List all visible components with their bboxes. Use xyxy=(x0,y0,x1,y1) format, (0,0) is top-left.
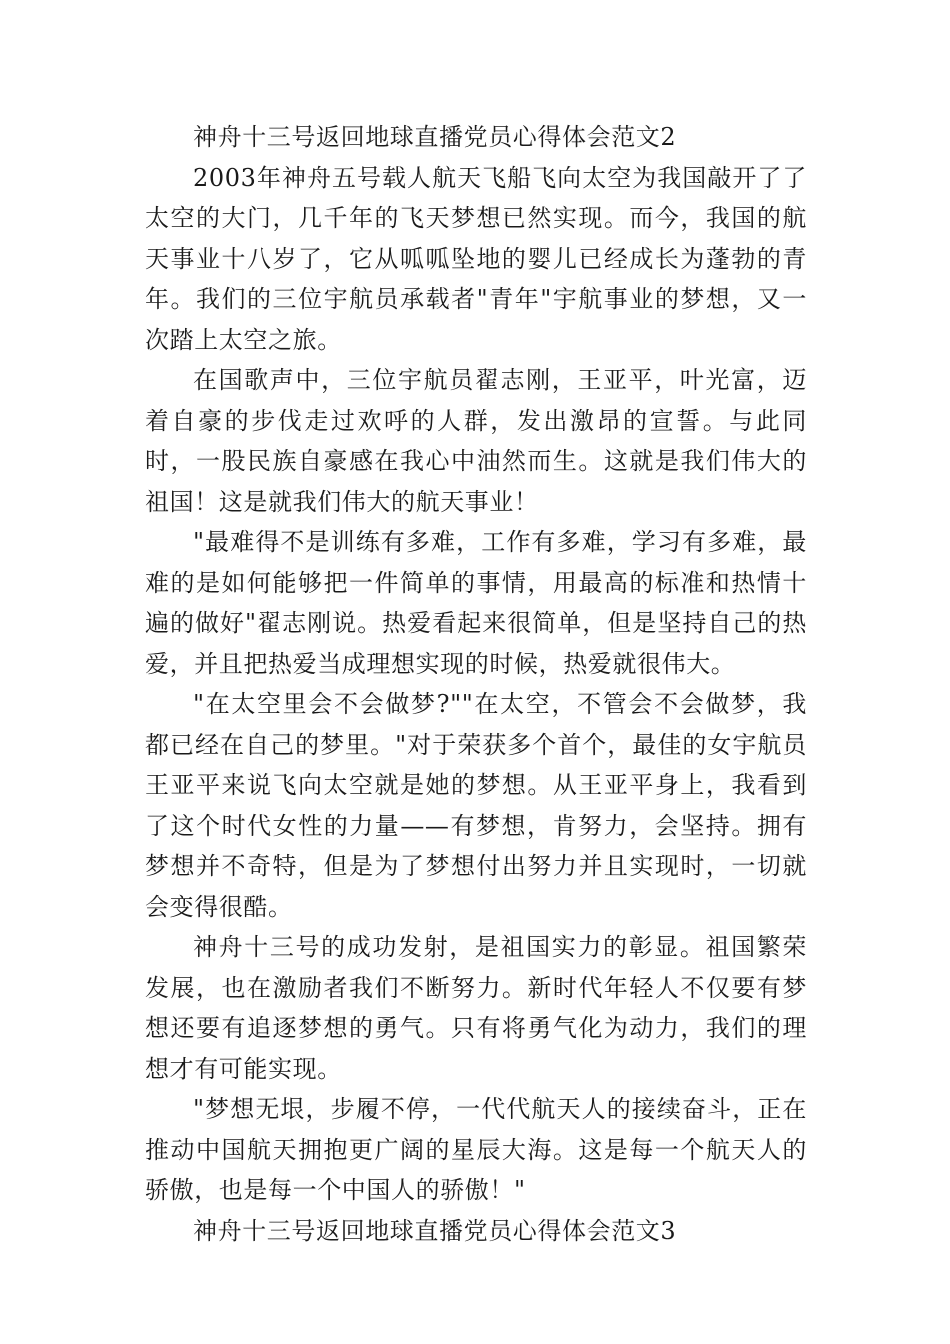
section-heading-2: 神舟十三号返回地球直播党员心得体会范文2 xyxy=(193,123,677,151)
paragraph: 神舟十三号的成功发射，是祖国实力的彰显。祖国繁荣发展，也在激励者我们不断努力。新时代年轻人不仅要有梦想还要有追逐梦想的勇气。只有将勇气化为动力，我们的理想才有可能实现。 xyxy=(145,933,807,1083)
paragraph: 在国歌声中，三位宇航员翟志刚，王亚平，叶光富，迈着自豪的步伐走过欢呼的人群，发出激昂的宣誓。与此同时，一股民族自豪感在我心中油然而生。这就是我们伟大的祖国！这是就我们伟大的航天事业！ xyxy=(145,366,807,516)
section-heading-3: 神舟十三号返回地球直播党员心得体会范文3 xyxy=(193,1216,677,1245)
paragraph: "在太空里会不会做梦?""在太空，不管会不会做梦，我都已经在自己的梦里。"对于荣获多个首个，最佳的女宇航员王亚平来说飞向太空就是她的梦想。从王亚平身上，我看到了这个时代女性的力量——有梦想，肯努力，会坚持。拥有梦想并不奇特，但是为了梦想付出努力并且实现时，一切就会变得很酷。 xyxy=(145,690,807,921)
paragraph: "最难得不是训练有多难，工作有多难，学习有多难，最难的是如何能够把一件简单的事情，用最高的标准和热情十遍的做好"翟志刚说。热爱看起来很简单，但是坚持自己的热爱，并且把热爱当成理想实现的时候，热爱就很伟大。 xyxy=(145,528,807,678)
paragraph: 2003年神舟五号载人航天飞船飞向太空为我国敲开了了太空的大门，几千年的飞天梦想已然实现。而今，我国的航天事业十八岁了，它从呱呱坠地的婴儿已经成长为蓬勃的青年。我们的三位宇航员承载者"青年"宇航事业的梦想，又一次踏上太空之旅。 xyxy=(145,163,807,354)
paragraph: "梦想无垠，步履不停，一代代航天人的接续奋斗，正在推动中国航天拥抱更广阔的星辰大海。这是每一个航天人的骄傲，也是每一个中国人的骄傲！" xyxy=(145,1095,807,1204)
document-body xyxy=(145,117,807,1251)
